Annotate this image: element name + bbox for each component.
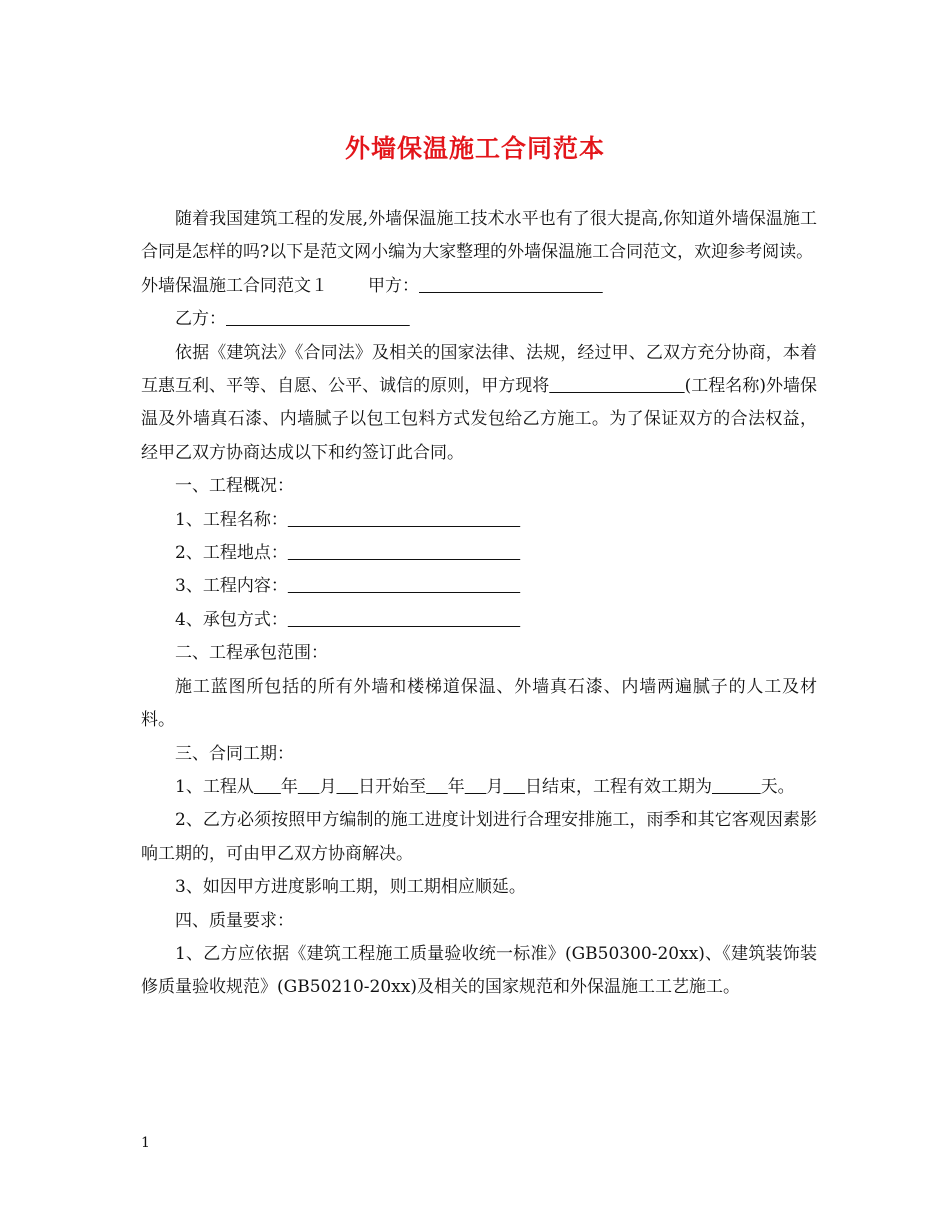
schedule-text: 日开始至 (358, 776, 427, 797)
document-title: 外墙保温施工合同范本 (344, 134, 605, 163)
item-blank (288, 543, 520, 563)
end-month-blank (465, 777, 487, 797)
quality-item-1: 1、乙方应依据《建筑工程施工质量验收统一标准》(GB50300-20xx)、《建筑装饰装修质量验收规范》(GB50210-20xx)及相关的国家规范和外保温施工工艺施工。 (141, 943, 817, 998)
schedule-item-2: 2、乙方必须按照甲方编制的施工进度计划进行合理安排施工，雨季和其它客观因素影响工期的，可由甲乙双方协商解决。 (141, 810, 817, 864)
scope-paragraph: 施工蓝图所包括的所有外墙和楼梯道保温、外墙真石漆、内墙两遍腻子的人工及材料。 (141, 676, 817, 731)
preamble-paragraph (141, 337, 817, 471)
page-number: 1 (141, 1135, 150, 1151)
section-2-heading: 二、工程承包范围： (175, 643, 328, 664)
project-name-blank (549, 376, 684, 396)
start-month-blank (298, 777, 320, 797)
item-label: 1、工程名称： (175, 509, 288, 530)
item-label: 2、工程地点： (175, 543, 288, 564)
schedule-item-3: 3、如因甲方进度影响工期，则工期相应顺延。 (175, 877, 526, 898)
schedule-text: 天。 (760, 776, 795, 797)
schedule-text: 月 (319, 776, 337, 797)
item-label: 4、承包方式： (175, 609, 288, 630)
section-1-heading: 一、工程概况： (175, 476, 294, 497)
section-4-heading: 四、质量要求： (175, 910, 294, 931)
schedule-text: 1、工程从 (175, 776, 254, 797)
party-b-line (141, 303, 817, 336)
project-location-line (141, 537, 817, 570)
schedule-text: 日结束，工程有效工期为 (524, 776, 712, 797)
sample-heading-line (141, 270, 817, 303)
section-3-heading: 三、合同工期： (175, 743, 294, 764)
start-year-blank (254, 777, 281, 797)
sample-heading: 外墙保温施工合同范文１ (141, 275, 328, 296)
intro-paragraph: 随着我国建筑工程的发展,外墙保温施工技术水平也有了很大提高,你知道外墙保温施工合同是怎样的吗?以下是范文网小编为大家整理的外墙保温施工合同范文，欢迎参考阅读。 (141, 209, 817, 263)
item-label: 3、工程内容： (175, 576, 288, 597)
end-day-blank (503, 777, 525, 797)
item-blank (288, 576, 520, 596)
duration-days-blank (712, 777, 761, 797)
preamble-text-2: (工程名称)外墙保温及外墙真石漆、内墙腻子以包工包料方式发包给乙方施工。为了保证双方的合法权益，经甲乙双方协商达成以下和约签订此合同。 (141, 376, 817, 463)
item-blank (288, 610, 520, 630)
preamble-text-1: 依据《建筑法》《合同法》及相关的国家法律、法规，经过甲、乙双方充分协商，本着互惠互利、平等、自愿、公平、诚信的原则，甲方现将 (141, 342, 817, 397)
party-b-label: 乙方： (175, 309, 226, 330)
party-a-label: 甲方： (368, 275, 419, 296)
contract-mode-line (141, 604, 817, 637)
item-blank (288, 510, 520, 530)
party-b-blank (226, 309, 410, 329)
document-body (141, 203, 817, 1005)
schedule-text: 年 (280, 776, 298, 797)
end-year-blank (426, 777, 448, 797)
start-day-blank (336, 777, 358, 797)
schedule-text: 月 (486, 776, 504, 797)
party-a-blank (419, 276, 603, 296)
schedule-paragraph (141, 771, 817, 804)
project-content-line (141, 570, 817, 603)
schedule-text: 年 (447, 776, 465, 797)
project-name-line (141, 504, 817, 537)
